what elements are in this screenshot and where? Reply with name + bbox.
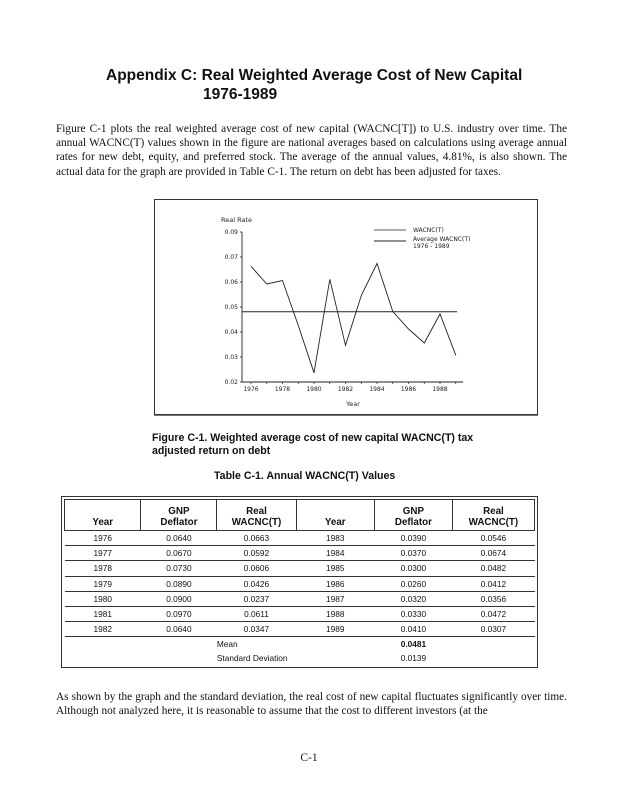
x-axis-title: Year bbox=[346, 400, 360, 408]
table-cell: 1976 bbox=[65, 531, 141, 546]
stats-row bbox=[65, 637, 535, 652]
y-axis-title: Real Rate bbox=[221, 216, 252, 224]
table-cell: 0.0320 bbox=[374, 591, 452, 606]
stat-label: Standard Deviation bbox=[216, 653, 288, 664]
table-cell: 0.0237 bbox=[217, 591, 296, 606]
empty-cell bbox=[65, 637, 141, 652]
x-tick-label: 1980 bbox=[306, 386, 322, 393]
table-cell: 0.0970 bbox=[141, 606, 217, 621]
table-cell: 0.0347 bbox=[217, 622, 296, 637]
stat-value: 0.0139 bbox=[400, 653, 427, 664]
empty-cell bbox=[65, 651, 141, 665]
table-row bbox=[65, 591, 535, 606]
y-tick-label: 0.07 bbox=[224, 254, 238, 261]
title-line-2: 1976-1989 bbox=[203, 86, 278, 103]
y-tick-label: 0.02 bbox=[224, 379, 238, 386]
table-row bbox=[65, 606, 535, 621]
table-cell: 0.0611 bbox=[217, 606, 296, 621]
closing-paragraph: As shown by the graph and the standard deviation, the real cost of new capital fluctuates significantly over time. Although not analyzed here, it is reasonable to assume that the cost to different investors (at the bbox=[56, 691, 567, 718]
y-tick-label: 0.04 bbox=[224, 329, 238, 336]
column-header: GNP Deflator bbox=[374, 500, 452, 531]
table-cell: 0.0670 bbox=[141, 546, 217, 561]
table-cell: 0.0300 bbox=[374, 561, 452, 576]
title-line-1: Appendix C: Real Weighted Average Cost of New Capital bbox=[106, 67, 523, 84]
y-tick-label: 0.09 bbox=[224, 229, 238, 236]
empty-cell bbox=[296, 651, 374, 665]
table-cell: 0.0410 bbox=[374, 622, 452, 637]
table-header-row bbox=[65, 500, 535, 531]
x-tick-label: 1982 bbox=[337, 386, 354, 393]
table-cell: 1979 bbox=[65, 576, 141, 591]
wacnc-table-frame bbox=[61, 496, 538, 668]
table-cell: 0.0472 bbox=[452, 606, 534, 621]
stats-row bbox=[65, 651, 535, 665]
y-tick-label: 0.06 bbox=[224, 279, 238, 286]
table-row bbox=[65, 531, 535, 546]
table-cell: 1986 bbox=[296, 576, 374, 591]
table-cell: 0.0307 bbox=[452, 622, 534, 637]
table-cell: 1987 bbox=[296, 591, 374, 606]
table-cell: 1978 bbox=[65, 561, 141, 576]
empty-cell bbox=[452, 651, 534, 665]
table-row bbox=[65, 576, 535, 591]
table-cell: 0.0412 bbox=[452, 576, 534, 591]
stat-label: Mean bbox=[216, 639, 238, 650]
empty-cell bbox=[141, 651, 217, 665]
table-cell: 1985 bbox=[296, 561, 374, 576]
table-cell: 0.0426 bbox=[217, 576, 296, 591]
table-cell: 0.0640 bbox=[141, 531, 217, 546]
empty-cell bbox=[141, 637, 217, 652]
table-row bbox=[65, 622, 535, 637]
table-cell: 0.0640 bbox=[141, 622, 217, 637]
table-cell: 0.0674 bbox=[452, 546, 534, 561]
table-row bbox=[65, 546, 535, 561]
table-row bbox=[65, 561, 535, 576]
y-tick-label: 0.05 bbox=[224, 304, 238, 311]
table-cell: 1981 bbox=[65, 606, 141, 621]
table-title: Table C-1. Annual WACNC(T) Values bbox=[214, 470, 396, 482]
wacnc-table bbox=[64, 499, 535, 665]
stat-value: 0.0481 bbox=[400, 639, 427, 650]
figure-caption: Figure C-1. Weighted average cost of new capital WACNC(T) tax adjusted return on debt bbox=[152, 432, 474, 457]
table-cell: 0.0730 bbox=[141, 561, 217, 576]
table-cell: 1977 bbox=[65, 546, 141, 561]
column-header: Real WACNC(T) bbox=[217, 500, 296, 531]
x-tick-label: 1976 bbox=[243, 386, 259, 393]
column-header: Real WACNC(T) bbox=[452, 500, 534, 531]
table-cell: 1984 bbox=[296, 546, 374, 561]
x-tick-label: 1986 bbox=[400, 386, 417, 393]
x-tick-label: 1984 bbox=[369, 386, 385, 393]
table-cell: 1989 bbox=[296, 622, 374, 637]
y-tick-label: 0.03 bbox=[224, 354, 238, 361]
table-cell: 0.0260 bbox=[374, 576, 452, 591]
empty-cell bbox=[296, 637, 374, 652]
legend-label-range: 1976 - 1989 bbox=[413, 243, 450, 250]
table-cell: 0.0592 bbox=[217, 546, 296, 561]
column-header: GNP Deflator bbox=[141, 500, 217, 531]
column-header: Year bbox=[296, 500, 374, 531]
table-cell: 0.0356 bbox=[452, 591, 534, 606]
table-cell: 0.0663 bbox=[217, 531, 296, 546]
empty-cell bbox=[452, 637, 534, 652]
table-cell: 0.0390 bbox=[374, 531, 452, 546]
column-header: Year bbox=[65, 500, 141, 531]
table-cell: 1983 bbox=[296, 531, 374, 546]
x-tick-label: 1988 bbox=[432, 386, 448, 393]
table-cell: 1988 bbox=[296, 606, 374, 621]
table-cell: 0.0606 bbox=[217, 561, 296, 576]
legend-label-average: Average WACNC(T) bbox=[413, 236, 471, 243]
figure-c1-chart bbox=[154, 199, 538, 415]
page-number: C-1 bbox=[300, 752, 318, 764]
line-chart bbox=[155, 200, 537, 414]
table-cell: 0.0482 bbox=[452, 561, 534, 576]
table-cell: 0.0900 bbox=[141, 591, 217, 606]
table-cell: 0.0890 bbox=[141, 576, 217, 591]
intro-paragraph: Figure C-1 plots the real weighted average cost of new capital (WACNC[T]) to U.S. industry over time. The annual WACNC(T) values shown in the figure are national averages based on calculations using average annual rates for new debt, equity, and preferred stock. The average of the annual values, 4.81%, is also shown. The actual data for the graph are provided in Table C-1. The return on debt has been adjusted for taxes. bbox=[56, 123, 567, 178]
table-cell: 0.0330 bbox=[374, 606, 452, 621]
table-cell: 1982 bbox=[65, 622, 141, 637]
table-cell: 0.0546 bbox=[452, 531, 534, 546]
table-cell: 0.0370 bbox=[374, 546, 452, 561]
wacnc-series-line bbox=[251, 264, 456, 373]
x-tick-label: 1978 bbox=[274, 386, 291, 393]
legend-label-wacnc: WACNC(T) bbox=[413, 227, 444, 234]
table-cell: 1980 bbox=[65, 591, 141, 606]
